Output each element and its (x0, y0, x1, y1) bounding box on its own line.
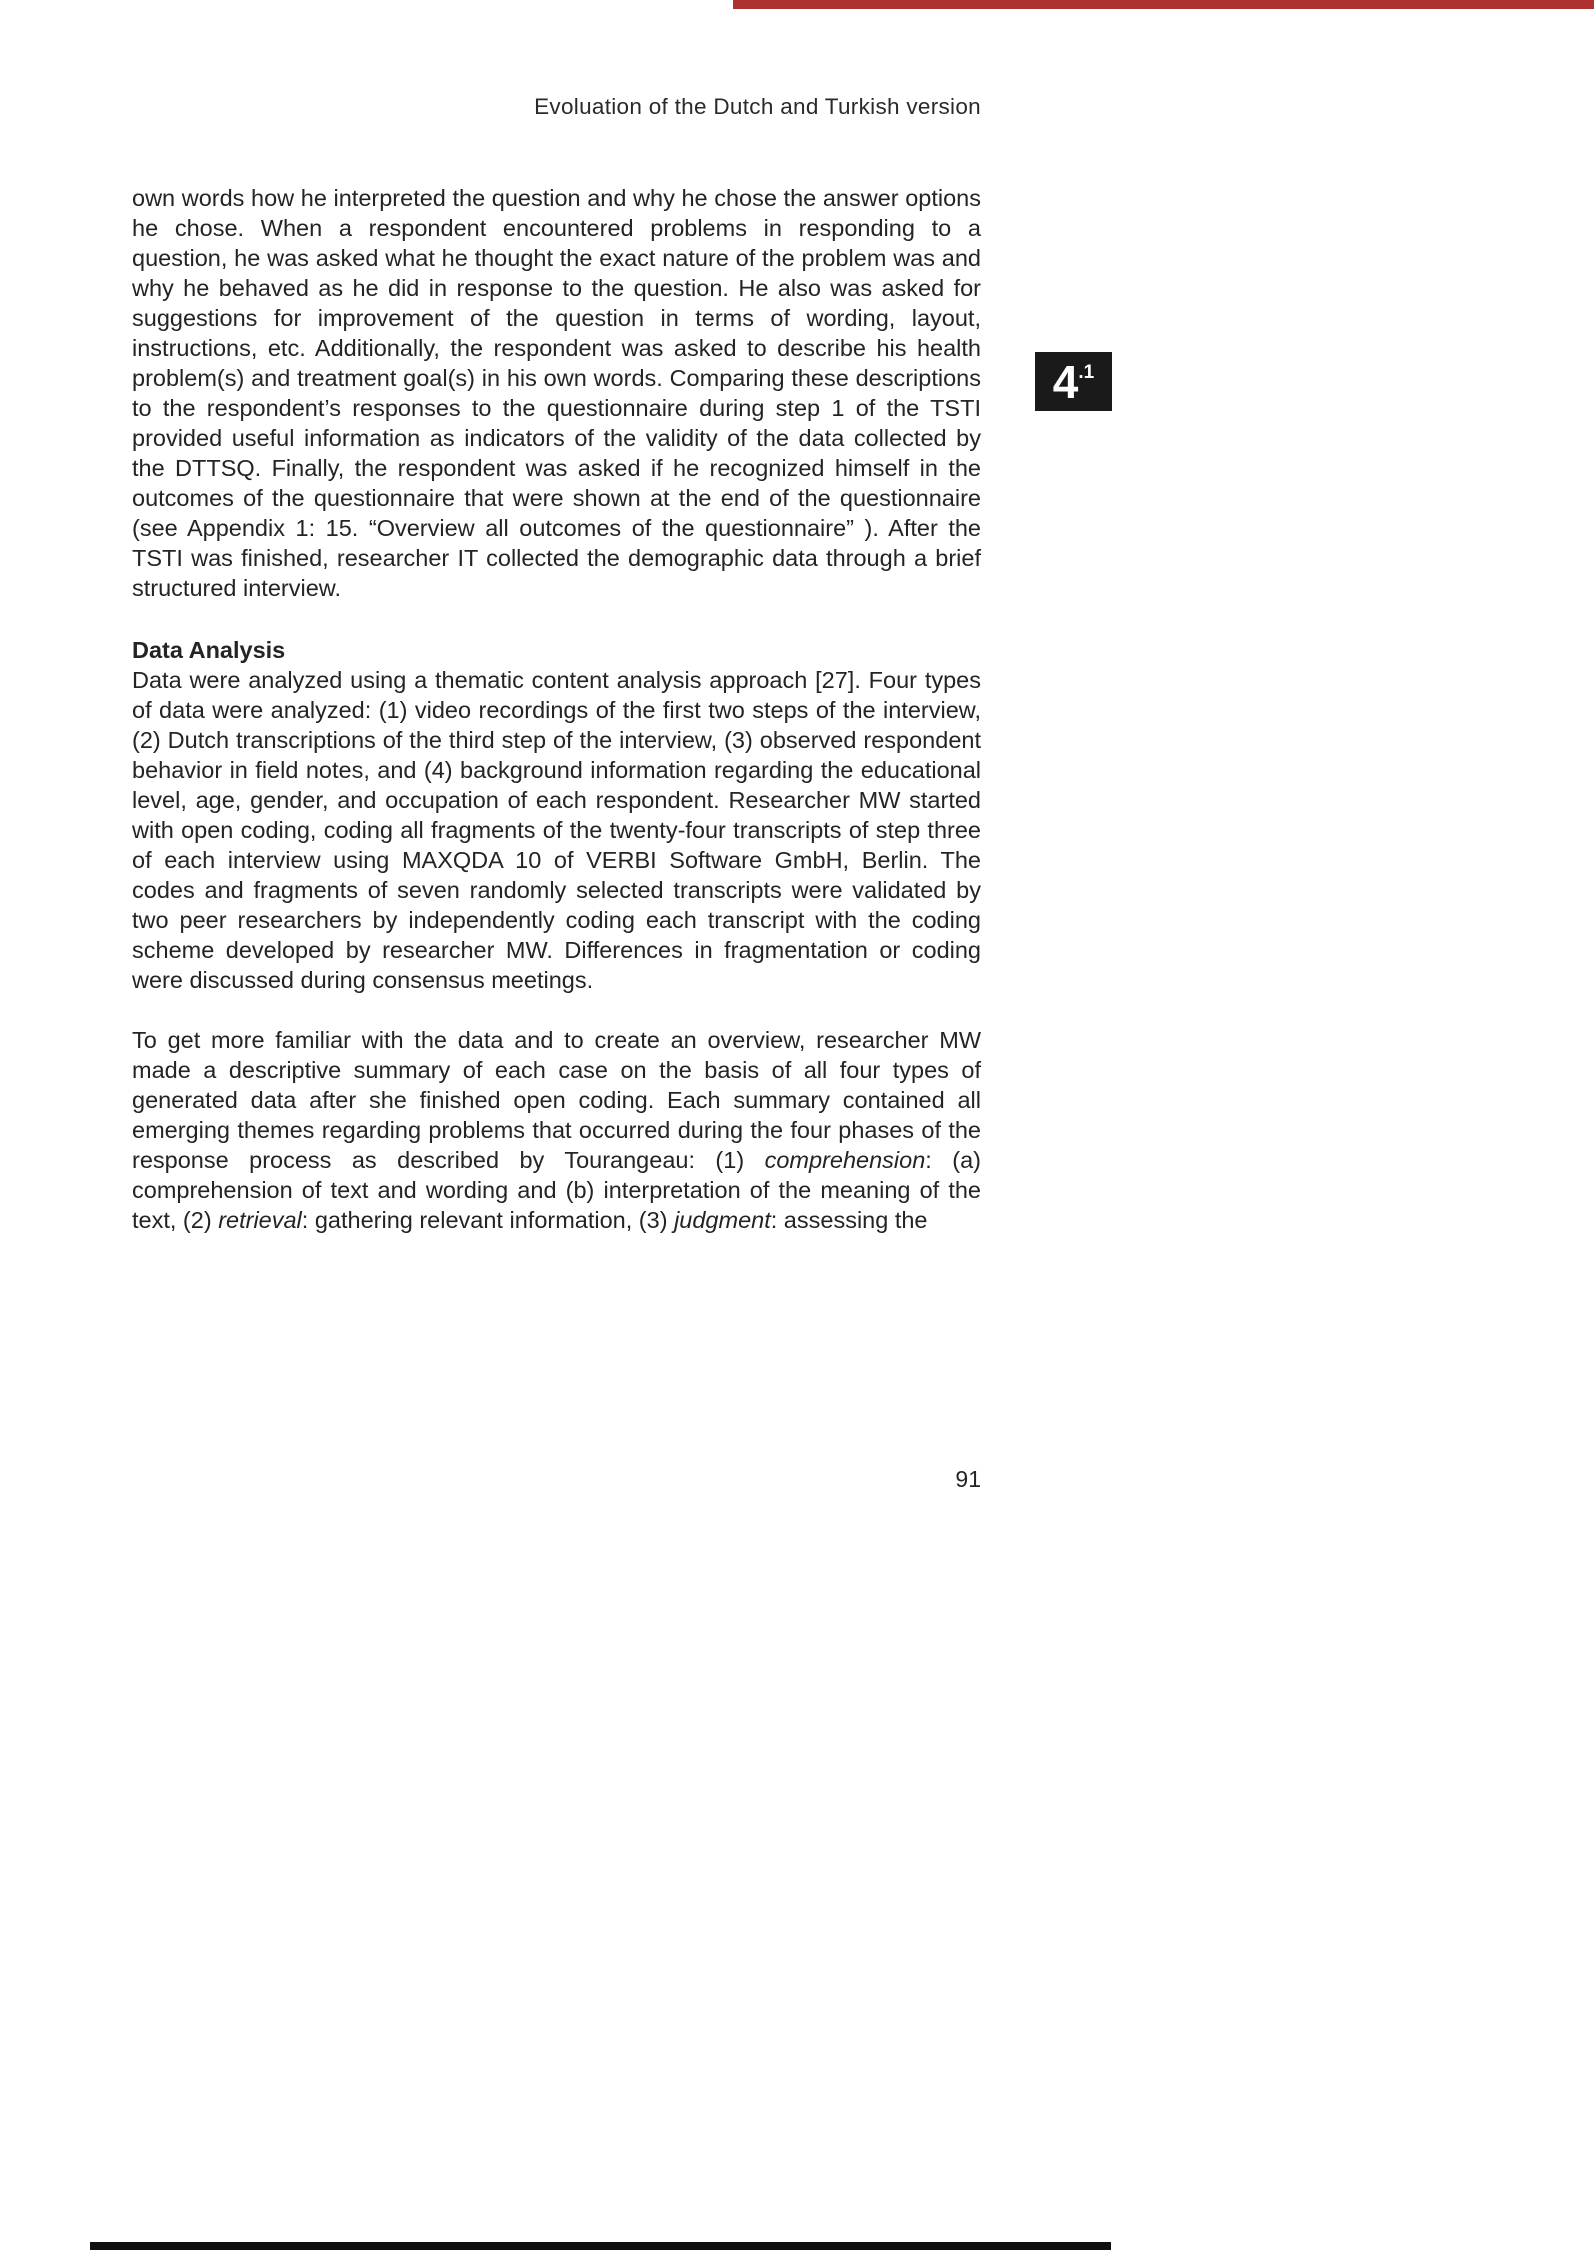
running-head: Evoluation of the Dutch and Turkish version (534, 94, 981, 119)
paragraph-3-text: : gathering relevant information, (3) (301, 1207, 675, 1233)
italic-term-retrieval: retrieval (218, 1207, 302, 1233)
paragraph-3 (132, 1025, 981, 1235)
chapter-section-number: .1 (1078, 362, 1095, 383)
chapter-tab (1035, 352, 1112, 411)
paragraph-3-text: : (a) comprehension of text and wording and (b) interpretation of the meaning of the text, (2) (132, 1147, 981, 1233)
paragraph-3-text: To get more familiar with the data and to create an overview, researcher MW made a descriptive summary of each case on the basis of all four types of generated data after she finished open coding. Each summary contained all emerging themes regarding problems that occurred during the four phases of the response process as described by Tourangeau: (1) (132, 1027, 981, 1173)
body-text-block (132, 183, 981, 1235)
section-heading-data-analysis: Data Analysis (132, 637, 286, 663)
chapter-number: 4 (1052, 355, 1079, 408)
paragraph-3-text: : assessing the (770, 1207, 928, 1233)
italic-term-judgment: judgment (674, 1207, 771, 1233)
next-page-edge-strip (90, 2242, 1111, 2250)
paragraph-1: own words how he interpreted the question and why he chose the answer options he chose. When a respondent encountered problems in responding to a question, he was asked what he thought the exact nature of the problem was and why he behaved as he did in response to the question. He also was asked for suggestions for improvement of the question in terms of wording, layout, instructions, etc. Additionally, the respondent was asked to describe his health problem(s) and treatment goal(s) in his own words. Comparing these descriptions to the respondent’s responses to the questionnaire during step 1 of the TSTI provided useful information as indicators of the validity of the data collected by the DTTSQ. Finally, the respondent was asked if he recognized himself in the outcomes of the questionnaire that were shown at the end of the questionnaire (see Appendix 1: 15. “Overview all outcomes of the questionnaire” ). After the TSTI was finished, researcher IT collected the demographic data through a brief structured interview. (132, 185, 981, 601)
italic-term-comprehension: comprehension (764, 1147, 926, 1173)
page-number: 91 (955, 1466, 981, 1492)
book-edge-top-strip (733, 0, 1594, 9)
paragraph-2: Data were analyzed using a thematic content analysis approach [27]. Four types of data were analyzed: (1) video recordings of the first two steps of the interview, (2) Dutch transcriptions of the third step of the interview, (3) observed respondent behavior in field notes, and (4) background information regarding the educational level, age, gender, and occupation of each respondent. Researcher MW started with open coding, coding all fragments of the twenty-four transcripts of step three of each interview using MAXQDA 10 of VERBI Software GmbH, Berlin. The codes and fragments of seven randomly selected transcripts were validated by two peer researchers by independently coding each transcript with the coding scheme developed by researcher MW. Differences in fragmentation or coding were discussed during consensus meetings. (132, 667, 981, 993)
